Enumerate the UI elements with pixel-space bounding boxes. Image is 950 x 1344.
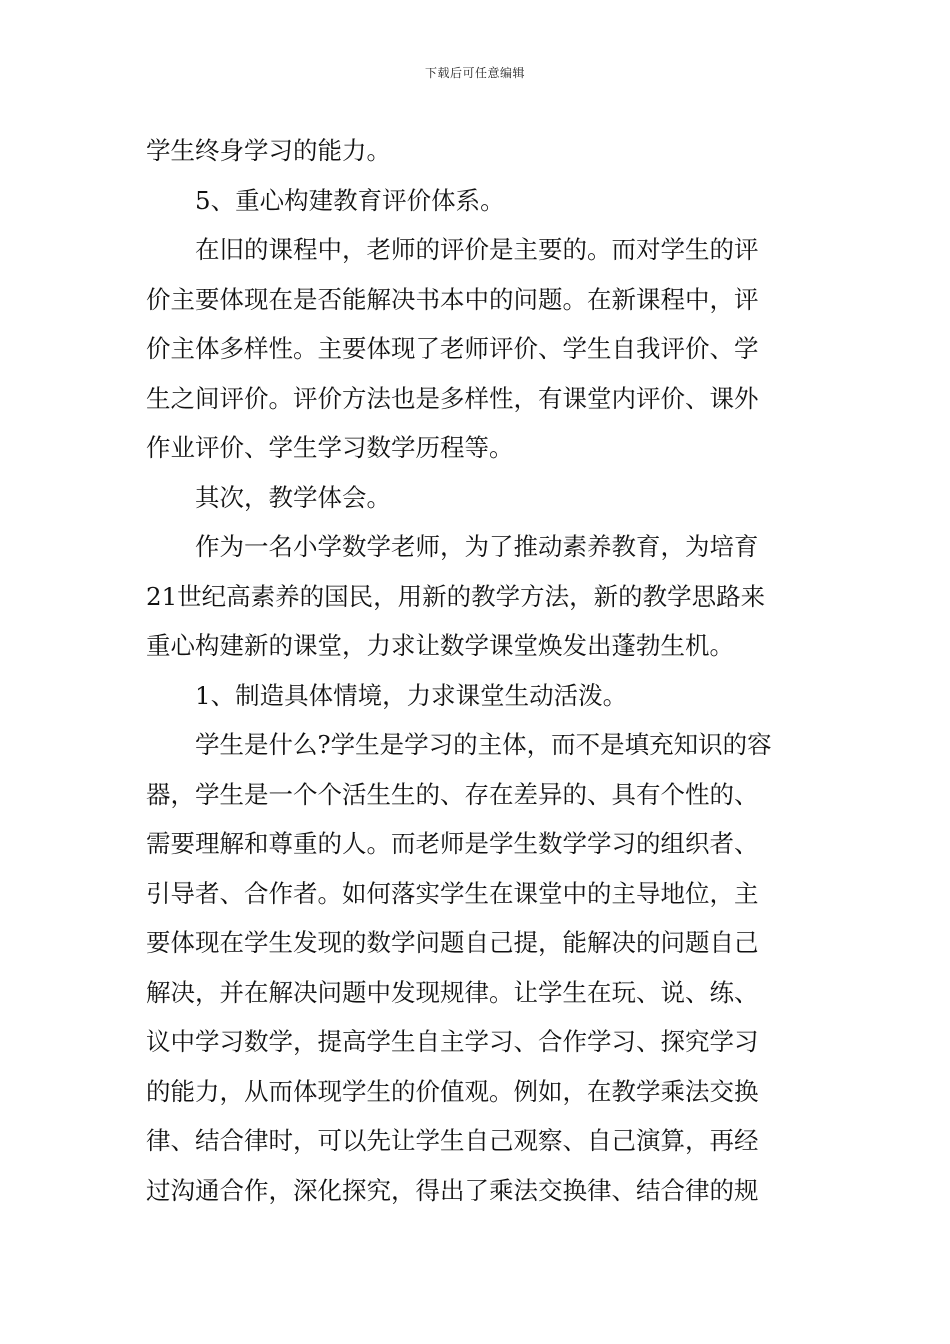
text-line: 器，学生是一个个活生生的、存在差异的、具有个性的、 — [146, 779, 759, 809]
text-line: 议中学习数学，提高学生自主学习、合作学习、探究学习 — [146, 1027, 759, 1056]
text-line: 要体现在学生发现的数学问题自己提，能解决的问题自己 — [146, 928, 759, 957]
text-line: 在旧的课程中，老师的评价是主要的。而对学生的评 — [195, 235, 759, 264]
page-header: 下载后可任意编辑 — [424, 66, 525, 80]
text-line: 其次，教学体会。 — [195, 482, 391, 512]
text-line: 价主体多样性。主要体现了老师评价、学生自我评价、学 — [146, 334, 759, 363]
text-line: 生之间评价。评价方法也是多样性，有课堂内评价、课外 — [146, 383, 759, 413]
text-line: 学生终身学习的能力。 — [146, 136, 391, 165]
text-line: 重心构建新的课堂，力求让数学课堂焕发出蓬勃生机。 — [146, 631, 734, 660]
text-line: 的能力，从而体现学生的价值观。例如，在教学乘法交换 — [146, 1076, 759, 1106]
text-line: 引导者、合作者。如何落实学生在课堂中的主导地位，主 — [146, 878, 759, 908]
text-line: 需要理解和尊重的人。而老师是学生数学学习的组织者、 — [146, 829, 759, 858]
text-line: 5、重心构建教育评价体系。 — [195, 185, 505, 215]
text-line: 作为一名小学数学老师，为了推动素养教育，为培育 — [195, 532, 759, 561]
text-line: 过沟通合作，深化探究，得出了乘法交换律、结合律的规 — [146, 1175, 759, 1205]
text-line: 1、制造具体情境，力求课堂生动活泼。 — [195, 680, 628, 710]
text-line: 律、结合律时，可以先让学生自己观察、自己演算，再经 — [146, 1126, 759, 1155]
text-line: 作业评价、学生学习数学历程等。 — [146, 433, 514, 462]
text-line: 21世纪高素养的国民，用新的教学方法，新的教学思路来 — [146, 581, 766, 611]
text-line: 价主要体现在是否能解决书本中的问题。在新课程中，评 — [146, 284, 759, 314]
text-line: 学生是什么?学生是学习的主体，而不是填充知识的容 — [195, 730, 772, 759]
text-line: 解决，并在解决问题中发现规律。让学生在玩、说、练、 — [146, 977, 759, 1007]
document-body — [146, 126, 806, 1215]
